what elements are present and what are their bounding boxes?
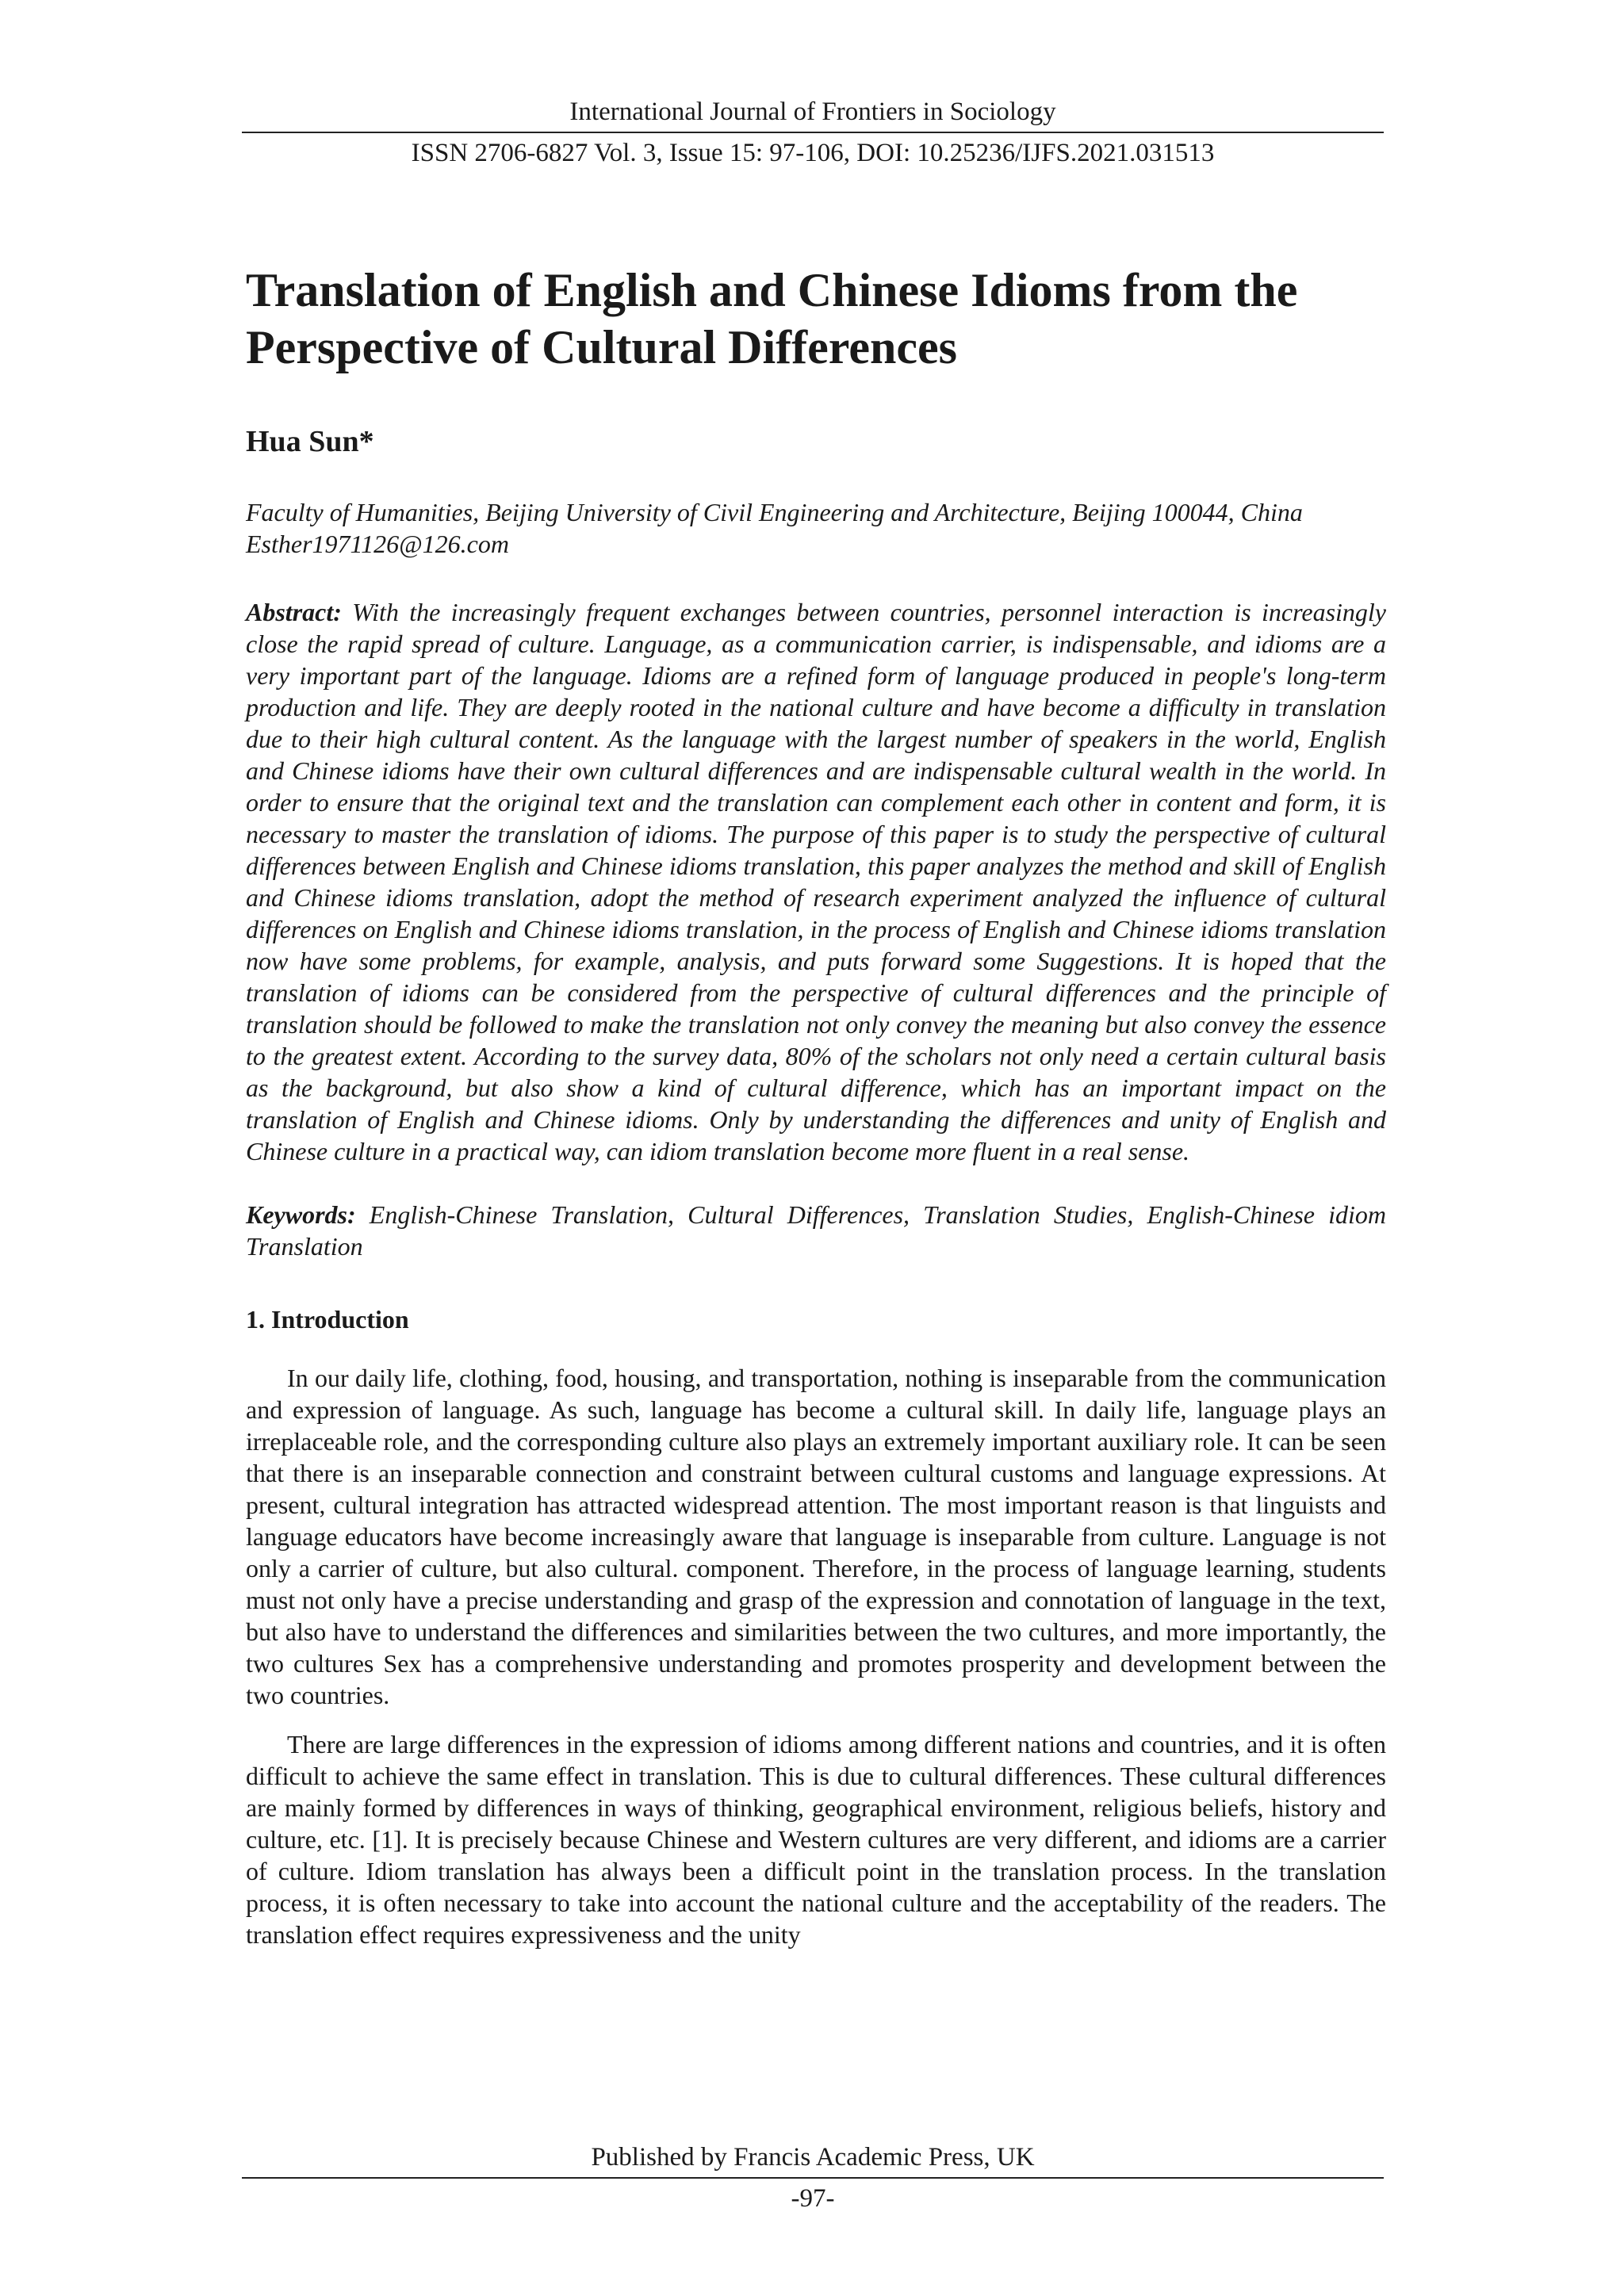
- body-paragraph-2: There are large differences in the expression of idioms among different nations and countries, and it is often difficult to achieve the same effect in translation. This is due to cultural differences. These cultural differences are mainly formed by differences in ways of thinking, geographical environment, religious beliefs, history and culture, etc. [1]. It is precisely because Chinese and Western cultures are very different, and idioms are a carrier of culture. Idiom translation has always been a difficult point in the translation process. In the translation process, it is often necessary to take into account the national culture and the acceptability of the readers. The translation effect requires expressiveness and the unity: [246, 1730, 1386, 1949]
- author-email: Esther1971126@126.com: [246, 530, 509, 558]
- keywords: [246, 1199, 1386, 1262]
- body-paragraph-1: In our daily life, clothing, food, housing, and transportation, nothing is inseparable from the communication and expression of language. As such, language has become a cultural skill. In daily life, language plays an irreplaceable role, and the corresponding culture also plays an extremely important auxiliary role. It can be seen that there is an inseparable connection and constraint between cultural customs and language expressions. At present, cultural integration has attracted widespread attention. The most important reason is that linguists and language educators have become increasingly aware that language is inseparable from culture. Language is not only a carrier of culture, but also cultural. component. Therefore, in the process of language learning, students must not only have a precise understanding and grasp of the expression and connotation of language in the text, but also have to understand the differences and similarities between the two cultures, and more importantly, the two cultures Sex has a comprehensive understanding and promotes prosperity and development between the two countries.: [246, 1364, 1386, 1709]
- paper-title: Translation of English and Chinese Idioms from the Perspective of Cultural Differences: [246, 264, 1298, 373]
- abstract-text: With the increasingly frequent exchanges between countries, personnel interaction is increasingly close the rapid spread of culture. Language, as a communication carrier, is indispensable, and idioms are a very important part of the language. Idioms are a refined form of language produced in people's long-term production and life. They are deeply rooted in the national culture and have become a difficulty in translation due to their high cultural content. As the language with the largest number of speakers in the world, English and Chinese idioms have their own cultural differences and are indispensable cultural wealth in the world. In order to ensure that the original text and the translation can complement each other in content and form, it is necessary to master the translation of idioms. The purpose of this paper is to study the perspective of cultural differences between English and Chinese idioms translation, this paper analyzes the method and skill of English and Chinese idioms translation, adopt the method of research experiment analyzed the influence of cultural differences on English and Chinese idioms translation, in the process of English and Chinese idioms translation now have some problems, for example, analysis, and puts forward some Suggestions. It is hoped that the translation of idioms can be considered from the perspective of cultural differences and the principle of translation should be followed to make the translation not only convey the meaning but also convey the essence to the greatest extent. According to the survey data, 80% of the scholars not only need a certain cultural basis as the background, but also show a kind of cultural difference, which has an important impact on the translation of English and Chinese idioms. Only by understanding the differences and unity of English and Chinese culture in a practical way, can idiom translation become more fluent in a real sense.: [246, 598, 1387, 1165]
- keywords-label: Keywords:: [246, 1200, 356, 1229]
- section-heading-introduction: 1. Introduction: [246, 1305, 409, 1334]
- publisher-line: Published by Francis Academic Press, UK: [591, 2143, 1035, 2172]
- keywords-text: English-Chinese Translation, Cultural Differences, Translation Studies, English-Chinese idiom Translation: [246, 1200, 1387, 1261]
- paper-body: [246, 262, 1386, 1950]
- abstract-label: Abstract:: [246, 598, 342, 626]
- footer-rule: [242, 2177, 1384, 2179]
- author-name: Hua Sun*: [246, 425, 374, 458]
- issn-line: ISSN 2706-6827 Vol. 3, Issue 15: 97-106, DOI: 10.25236/IJFS.2021.031513: [411, 139, 1215, 167]
- affiliation: Faculty of Humanities, Beijing University of Civil Engineering and Architecture, Beijing 100044, China: [246, 498, 1303, 526]
- affiliation-block: [246, 496, 1386, 560]
- page-number: -97-: [791, 2184, 835, 2213]
- header-rule: [242, 132, 1384, 133]
- running-footer: [242, 2141, 1384, 2215]
- journal-name: International Journal of Frontiers in Sociology: [569, 98, 1056, 126]
- running-header: [242, 95, 1384, 170]
- abstract: [246, 596, 1386, 1167]
